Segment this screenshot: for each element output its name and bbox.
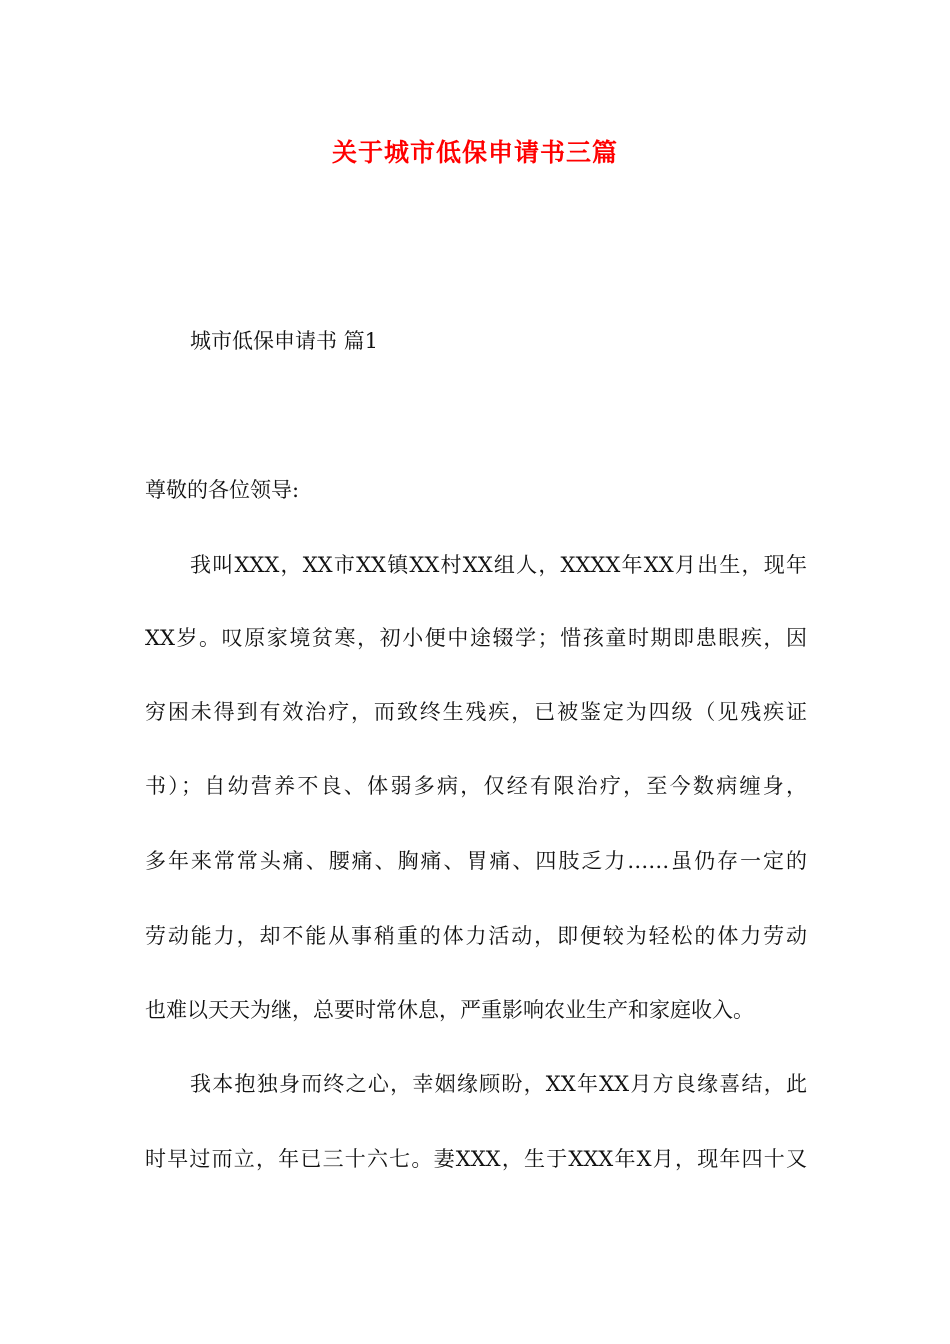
paragraph-2-line: 我本抱独身而终之心，幸姻缘顾盼，XX年XX月方良缘喜结，此: [190, 1072, 807, 1096]
document-title: 关于城市低保申请书三篇: [331, 138, 618, 167]
paragraph-1-line: 多年来常常头痛、腰痛、胸痛、胃痛、四肢乏力……虽仍存一定的: [145, 849, 807, 873]
paragraph-1-line: 我叫XXX，XX市XX镇XX村XX组人，XXXX年XX月出生，现年: [190, 553, 807, 577]
paragraph-2-line: 时早过而立，年已三十六七。妻XXX，生于XXX年X月，现年四十又: [145, 1147, 807, 1171]
paragraph-1-line: XX岁。叹原家境贫寒，初小便中途辍学；惜孩童时期即患眼疾，因: [145, 626, 807, 650]
salutation: 尊敬的各位领导:: [145, 478, 300, 502]
paragraph-1-line: 也难以天天为继，总要时常休息，严重影响农业生产和家庭收入。: [145, 998, 754, 1022]
paragraph-1-line: 书）；自幼营养不良、体弱多病，仅经有限治疗，至今数病缠身，: [145, 774, 807, 798]
paragraph-1-line: 劳动能力，却不能从事稍重的体力活动，即便较为轻松的体力劳动: [145, 924, 807, 948]
section-heading: 城市低保申请书 篇1: [190, 329, 379, 353]
paragraph-1-line: 穷困未得到有效治疗，而致终生残疾，已被鉴定为四级（见残疾证: [145, 700, 807, 724]
